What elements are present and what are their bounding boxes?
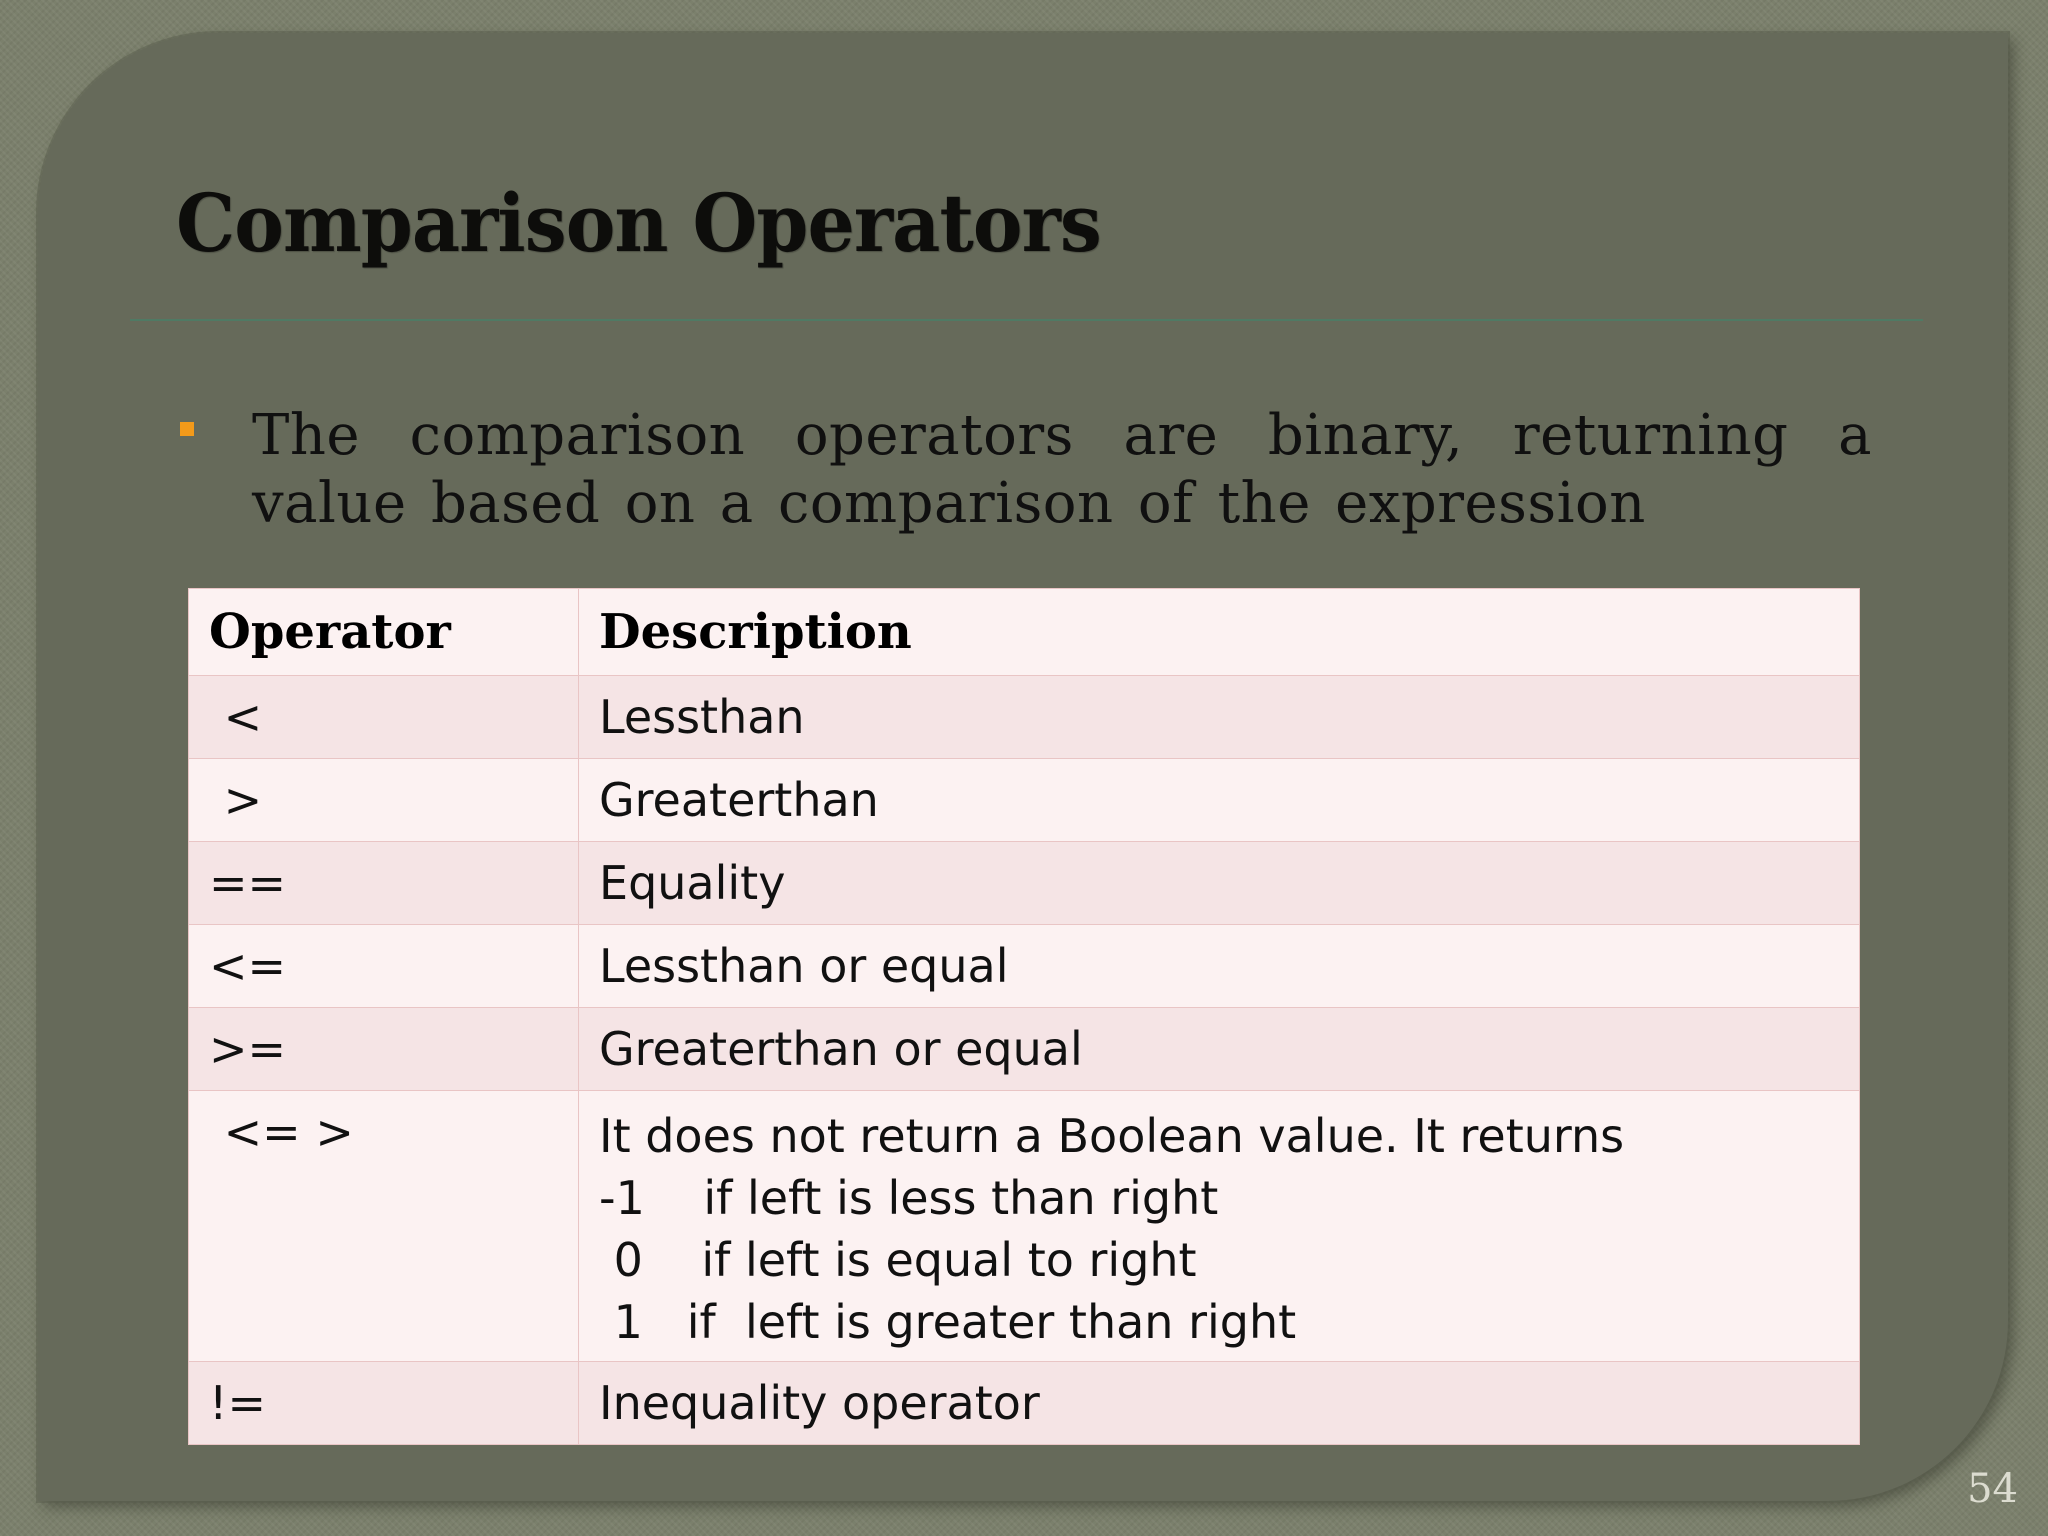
- operator-cell: >: [189, 759, 579, 842]
- table-row: [189, 1091, 1860, 1362]
- operator-cell: !=: [189, 1362, 579, 1445]
- description-cell: [579, 1362, 1860, 1445]
- header-operator: Operator: [189, 589, 579, 676]
- operator-cell: <= >: [189, 1091, 579, 1362]
- table-row: [189, 1362, 1860, 1445]
- description-cell: [579, 1008, 1860, 1091]
- table-row: [189, 1008, 1860, 1091]
- header-description: Description: [579, 589, 1860, 676]
- table-row: [189, 676, 1860, 759]
- table-row: [189, 759, 1860, 842]
- description-line: Equality: [599, 856, 786, 910]
- title-divider: [130, 319, 1923, 321]
- table-header-row: [189, 589, 1860, 676]
- description-cell: [579, 1091, 1860, 1362]
- description-line: It does not return a Boolean value. It returns: [599, 1109, 1625, 1163]
- description-line: Greaterthan: [599, 773, 879, 827]
- description-line: Lessthan: [599, 690, 805, 744]
- description-cell: [579, 925, 1860, 1008]
- description-cell: [579, 842, 1860, 925]
- description-cell: [579, 676, 1860, 759]
- description-line: Inequality operator: [599, 1376, 1040, 1430]
- description-line: -1 if left is less than right: [599, 1171, 1219, 1225]
- description-line: Greaterthan or equal: [599, 1022, 1083, 1076]
- operator-cell: <=: [189, 925, 579, 1008]
- operators-table: [188, 588, 1860, 1445]
- bullet-text: The comparison operators are binary, returning a value based on a comparison of the expression: [252, 403, 1872, 536]
- operator-cell: >=: [189, 1008, 579, 1091]
- operator-cell: ==: [189, 842, 579, 925]
- page-number: 54: [1967, 1466, 2018, 1512]
- bullet-square-icon: [180, 422, 194, 436]
- description-line: 1 if left is greater than right: [599, 1295, 1297, 1349]
- description-line: Lessthan or equal: [599, 939, 1009, 993]
- table-row: [189, 842, 1860, 925]
- description-line: 0 if left is equal to right: [599, 1233, 1197, 1287]
- description-cell: [579, 759, 1860, 842]
- operator-cell: <: [189, 676, 579, 759]
- slide-title: Comparison Operators: [176, 176, 1101, 270]
- table-row: [189, 925, 1860, 1008]
